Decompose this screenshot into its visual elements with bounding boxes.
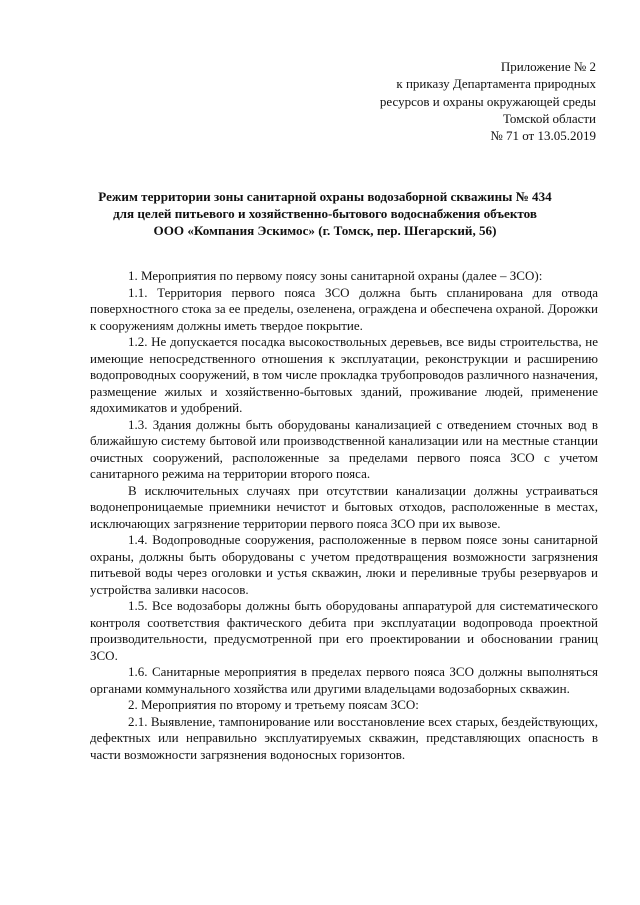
paragraph: 1.4. Водопроводные сооружения, расположенные в первом поясе зоны санитарной охраны, должны быть оборудованы с учетом предотвращения возможности загрязнения питьевой воды через оголовки и устья скважин, люки и переливные трубы резервуаров и устройства заливки насосов. [90, 532, 598, 597]
paragraph: 1.3. Здания должны быть оборудованы канализацией с отведением сточных вод в ближайшую систему бытовой или производственной канализации или на местные станции очистных сооружений, расположенные за пределами первого пояса ЗСО с учетом санитарного режима на территории второго пояса. [90, 416, 598, 481]
title-line: Режим территории зоны санитарной охраны водозаборной скважины № 434 [98, 189, 552, 204]
appendix-line: № 71 от 13.05.2019 [490, 128, 596, 144]
appendix-line: Томской области [502, 110, 596, 126]
paragraph: В исключительных случаях при отсутствии канализации должны устраиваться водонепроницаемые приемники нечистот и бытовых отходов, расположенные в местах, исключающих загрязнение территории первого пояса ЗСО при их вывозе. [90, 482, 598, 531]
document-body [90, 268, 598, 763]
title-line: ООО «Компания Эскимос» (г. Томск, пер. Шегарский, 56) [153, 223, 497, 238]
paragraph: 2.1. Выявление, тампонирование или восстановление всех старых, бездействующих, дефектных или неправильно эксплуатируемых скважин, представляющих опасность в части возможности загрязнения водоносных горизонтов. [90, 713, 598, 762]
section-heading-2: 2. Мероприятия по второму и третьему поясам ЗСО: [128, 697, 419, 712]
paragraph: 1.5. Все водозаборы должны быть оборудованы аппаратурой для систематического контроля соответствия фактического дебита при эксплуатации водопровода проектной производительности, предусмотренной при его проектировании и обосновании границ ЗСО. [90, 598, 598, 663]
document-title [70, 188, 580, 239]
paragraph: 1.1. Территория первого пояса ЗСО должна быть спланирована для отвода поверхностного стока за ее пределы, озеленена, ограждена и обеспечена охраной. Дорожки к сооружениям должны иметь твердое покрытие. [90, 284, 598, 333]
section-heading-1: 1. Мероприятия по первому поясу зоны санитарной охраны (далее – ЗСО): [128, 268, 543, 283]
appendix-line: к приказу Департамента природных [396, 76, 596, 92]
appendix-line: Приложение № 2 [500, 59, 596, 74]
title-line: для целей питьевого и хозяйственно-бытового водоснабжения объектов [113, 206, 537, 221]
paragraph: 1.6. Санитарные мероприятия в пределах первого пояса ЗСО должны выполняться органами коммунального хозяйства или другими владельцами водозаборных скважин. [90, 664, 598, 696]
appendix-line: ресурсов и охраны окружающей среды [379, 93, 596, 109]
paragraph: 1.2. Не допускается посадка высокоствольных деревьев, все виды строительства, не имеющие непосредственного отношения к эксплуатации, реконструкции и расширению водопроводных сооружений, в том числе прокладка трубопроводов различного назначения, размещение жилых и хозяйственно-бытовых зданий, проживание людей, применение ядохимикатов и удобрений. [90, 334, 598, 415]
appendix-header [380, 58, 596, 144]
